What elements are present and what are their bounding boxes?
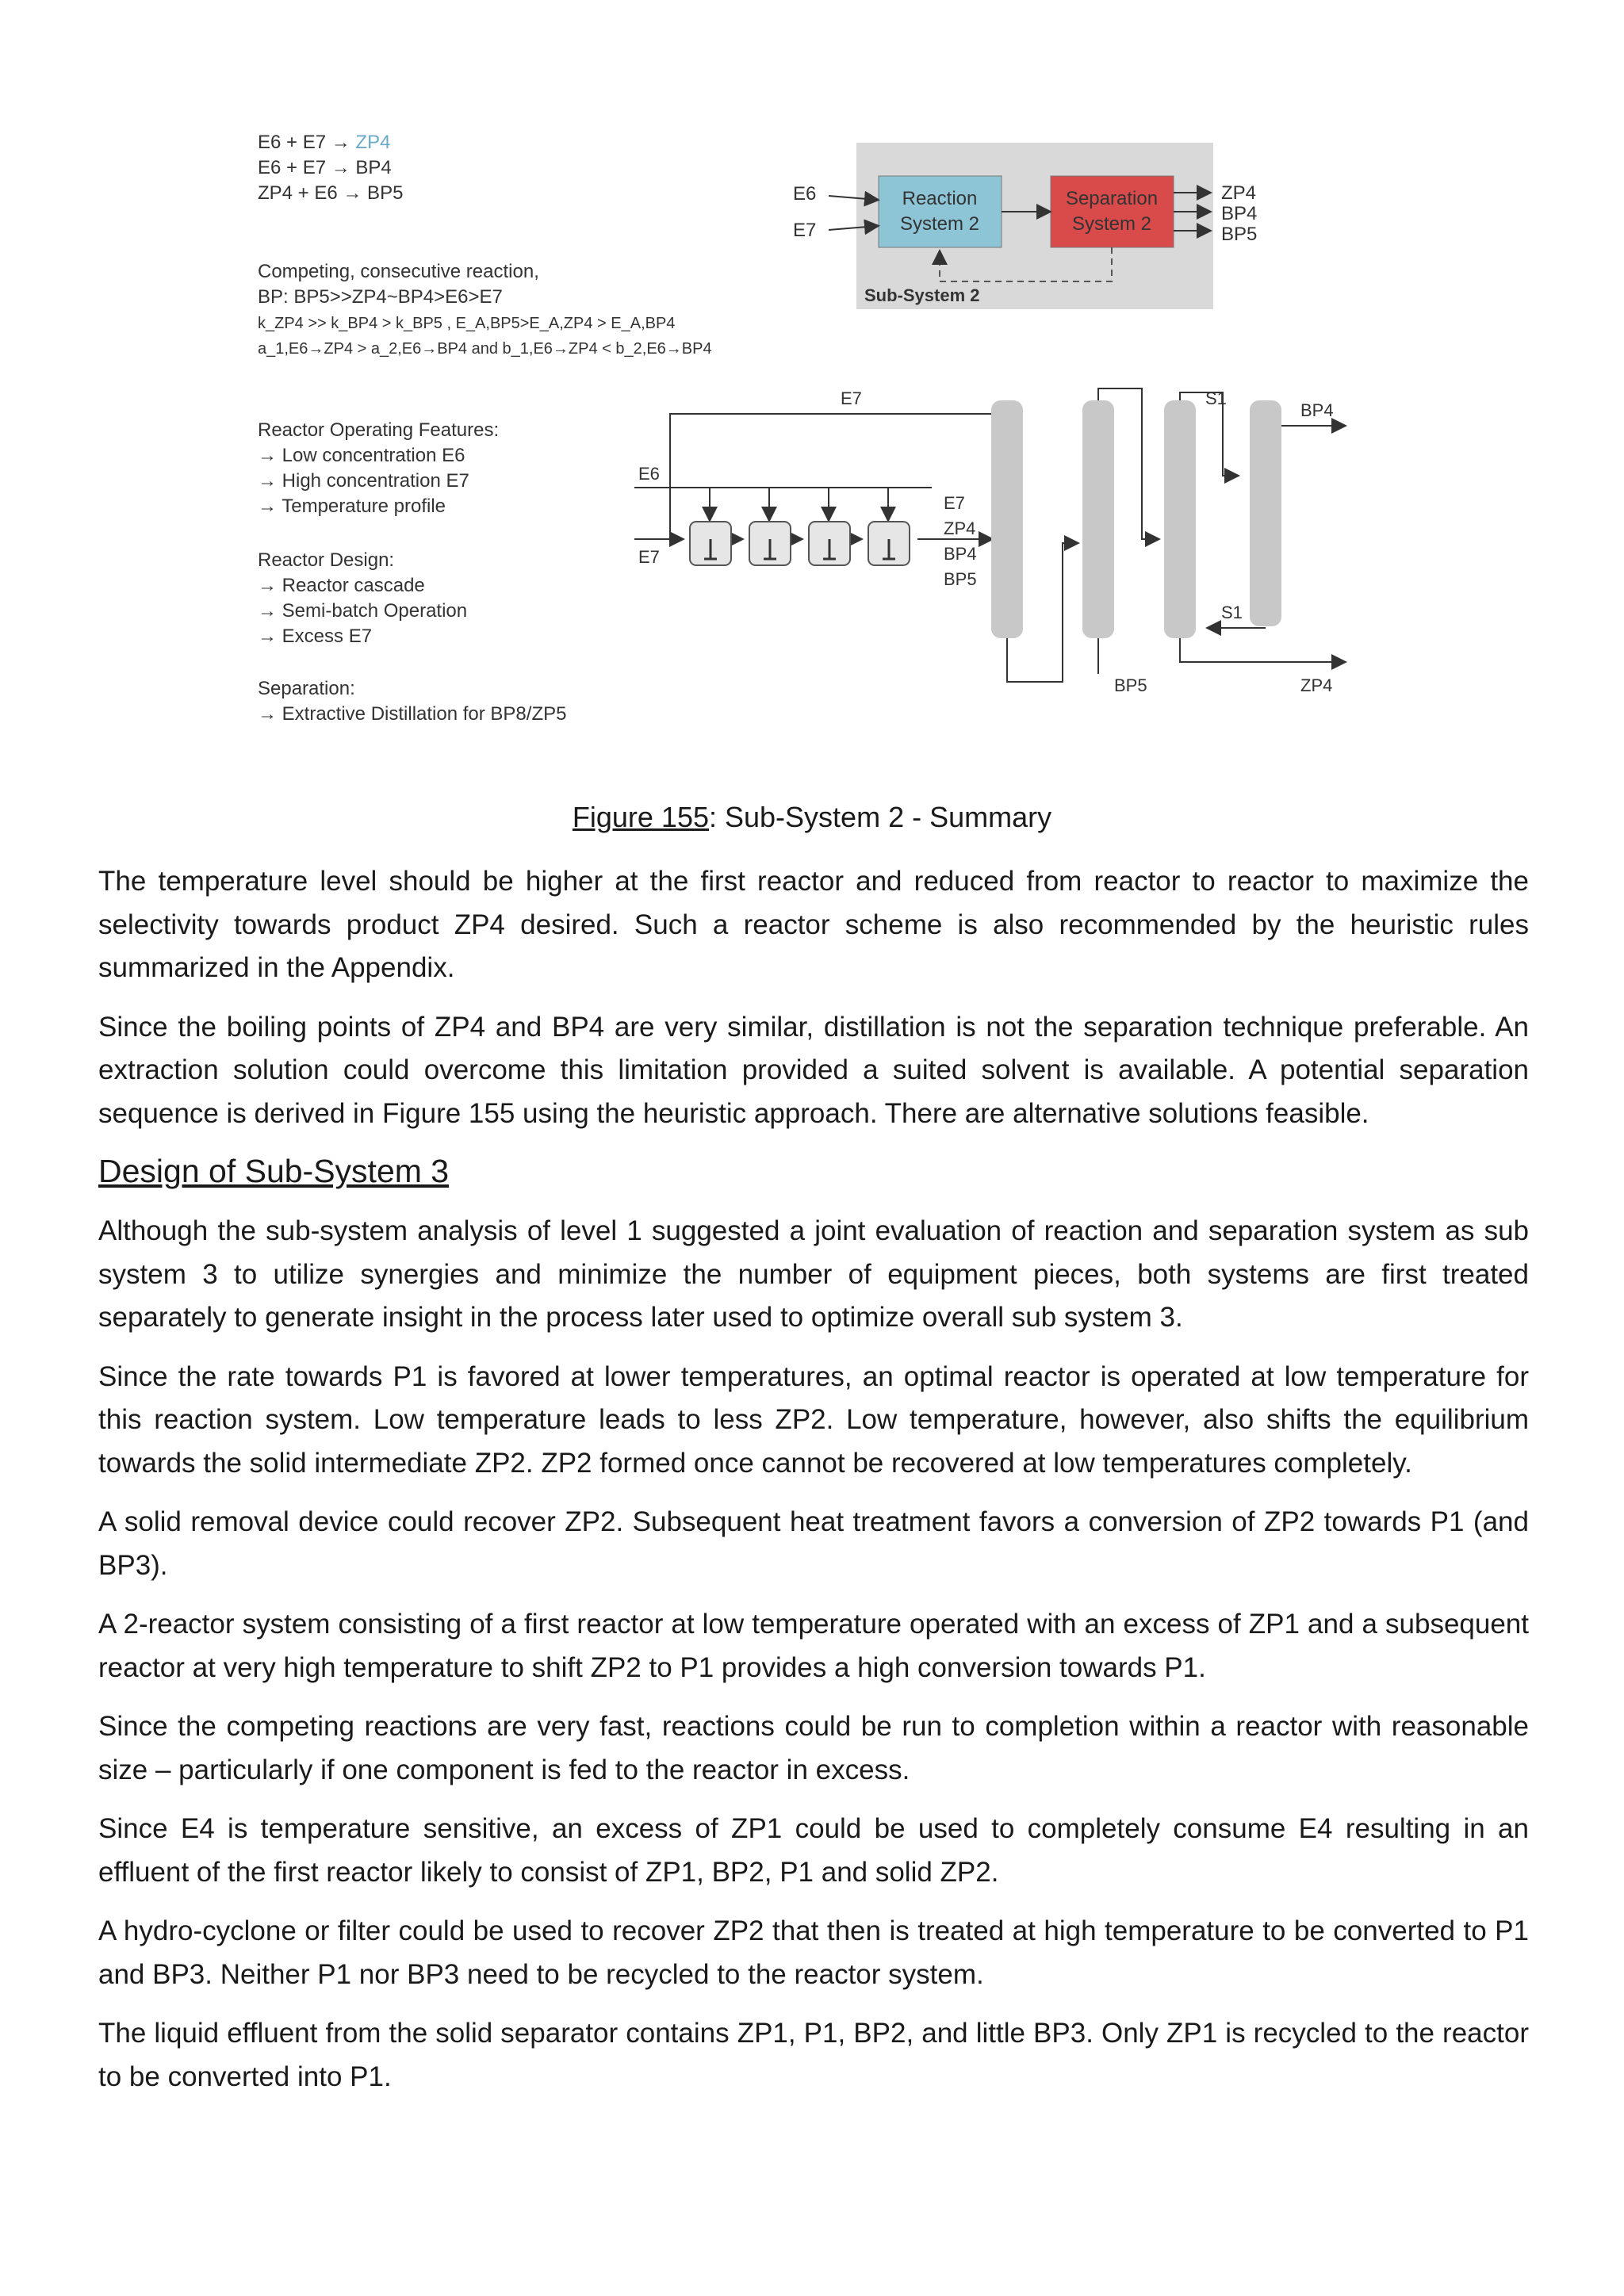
paragraph: A hydro-cyclone or filter could be used to recover ZP2 that then is treated at high temperature to be converted to P1 and BP3. Neither P1 nor BP3 need to be recycled to the reactor system. xyxy=(98,1915,1529,1990)
paragraph: Although the sub-system analysis of level 1 suggested a joint evaluation of reaction and separation system as sub system 3 to utilize synergies and minimize the number of equipment pieces, both systems are first treated separately to generate insight in the process later used to optimize overall sub system 3. xyxy=(98,1215,1529,1333)
paragraph: The temperature level should be higher at the first reactor and reduced from reactor to reactor to maximize the selectivity towards product ZP4 desired. Such a reactor scheme is also recommended by the heuristic rules summarized in the Appendix. xyxy=(98,866,1529,983)
stream-label: BP5 xyxy=(1114,675,1147,695)
distillation-column xyxy=(1250,400,1281,626)
reaction-1: E6 + E7 → ZP4 xyxy=(258,132,391,153)
separation-box-label: Separation xyxy=(1065,188,1159,209)
stream-label: E7 xyxy=(841,388,862,408)
boiling-point-order: BP: BP5>>ZP4~BP4>E6>E7 xyxy=(258,286,503,308)
paragraph: A 2-reactor system consisting of a first reactor at low temperature operated with an excess of ZP1 and a subsequent reactor at very high temperature to shift ZP2 to P1 provides a high conversion towards P1. xyxy=(98,1609,1529,1683)
stream-label: E7 xyxy=(944,493,965,513)
subsystem-label: Sub-System 2 xyxy=(864,285,980,305)
summary-figure xyxy=(246,127,1380,745)
paragraph: Since the competing reactions are very fast, reactions could be run to completion within a reactor with reasonable size – particularly if one component is fed to the reactor in excess. xyxy=(98,1711,1529,1785)
figure-caption xyxy=(0,801,1624,834)
design-title: Reactor Design: xyxy=(258,549,395,571)
design-item: → Semi-batch Operation xyxy=(258,600,468,622)
output-label: ZP4 xyxy=(1221,182,1257,204)
paragraph: A solid removal device could recover ZP2. Subsequent heat treatment favors a conversion of ZP2 towards P1 (and BP3). xyxy=(98,1506,1529,1581)
stream-label: S1 xyxy=(1221,603,1243,622)
order-relation: a_1,E6→ZP4 > a_2,E6→BP4 and b_1,E6→ZP4 < b_2,E6→BP4 xyxy=(258,340,712,358)
flowsheet-labels xyxy=(638,388,1334,695)
stream-label: E7 xyxy=(638,547,660,567)
separation-system-box xyxy=(1051,176,1174,247)
reaction-3: ZP4 + E6 → BP5 xyxy=(258,182,404,204)
reaction-box-label: Reaction xyxy=(902,188,978,209)
paragraph: Since the boiling points of ZP4 and BP4 are very similar, distillation is not the separation technique preferable. An extraction solution could overcome this limitation provided a suited solvent is available. A potential separation sequence is derived in Figure 155 using the heuristic approach. There are alternative solutions feasible. xyxy=(98,1011,1529,1129)
design-item: → Excess E7 xyxy=(258,626,373,647)
rate-relation: k_ZP4 >> k_BP4 > k_BP5 , E_A,BP5>E_A,ZP4 > E_A,BP4 xyxy=(258,315,676,332)
operating-item: → Low concentration E6 xyxy=(258,445,465,466)
input-label: E7 xyxy=(793,220,817,241)
separation-title: Separation: xyxy=(258,678,355,699)
figure-notes xyxy=(258,132,712,725)
separation-box-label: System 2 xyxy=(1071,213,1152,235)
section-heading: Design of Sub-System 3 xyxy=(98,1153,450,1189)
design-item: → Reactor cascade xyxy=(258,575,425,596)
figure-canvas xyxy=(246,127,1380,745)
reaction-system-box xyxy=(879,176,1002,247)
paragraph: The liquid effluent from the solid separator contains ZP1, P1, BP2, and little BP3. Only ZP1 is recycled to the reactor to be converted into P1. xyxy=(98,2018,1529,2092)
stream-label: BP4 xyxy=(1300,400,1334,420)
operating-title: Reactor Operating Features: xyxy=(258,419,500,441)
figure-reference: Figure 155 xyxy=(572,801,709,833)
separation-item: → Extractive Distillation for BP8/ZP5 xyxy=(258,703,567,725)
subsystem-block-diagram xyxy=(793,143,1257,309)
output-label: BP4 xyxy=(1221,203,1258,224)
paragraph: Since E4 is temperature sensitive, an excess of ZP1 could be used to completely consume E4 resulting in an effluent of the first reactor likely to consist of ZP1, BP2, P1 and solid ZP2. xyxy=(98,1813,1529,1888)
stream-label: E6 xyxy=(638,464,660,484)
operating-item: → High concentration E7 xyxy=(258,470,469,492)
distillation-column xyxy=(1082,400,1114,638)
kinetics-title: Competing, consecutive reaction, xyxy=(258,261,539,282)
input-label: E6 xyxy=(793,183,817,205)
caption-text: : Sub-System 2 - Summary xyxy=(709,801,1052,833)
body-text xyxy=(98,860,1529,2114)
stream-label: S1 xyxy=(1205,388,1227,408)
stream-label: BP5 xyxy=(944,569,977,589)
stream-label: BP4 xyxy=(944,544,977,564)
distillation-column xyxy=(1164,400,1196,638)
reaction-box-label: System 2 xyxy=(899,213,980,235)
operating-item: → Temperature profile xyxy=(258,496,446,517)
reaction-2: E6 + E7 → BP4 xyxy=(258,157,392,178)
stream-label: ZP4 xyxy=(1300,675,1333,695)
output-label: BP5 xyxy=(1221,224,1258,245)
paragraph: Since the rate towards P1 is favored at lower temperatures, an optimal reactor is operated at low temperature for this reaction system. Low temperature leads to less ZP2. Low temperature, however, also shifts the equilibrium towards the solid intermediate ZP2. ZP2 formed once cannot be recovered at low temperatures completely. xyxy=(98,1360,1529,1479)
distillation-column xyxy=(991,400,1023,638)
stream-label: ZP4 xyxy=(944,519,976,538)
process-flowsheet xyxy=(634,388,1344,682)
